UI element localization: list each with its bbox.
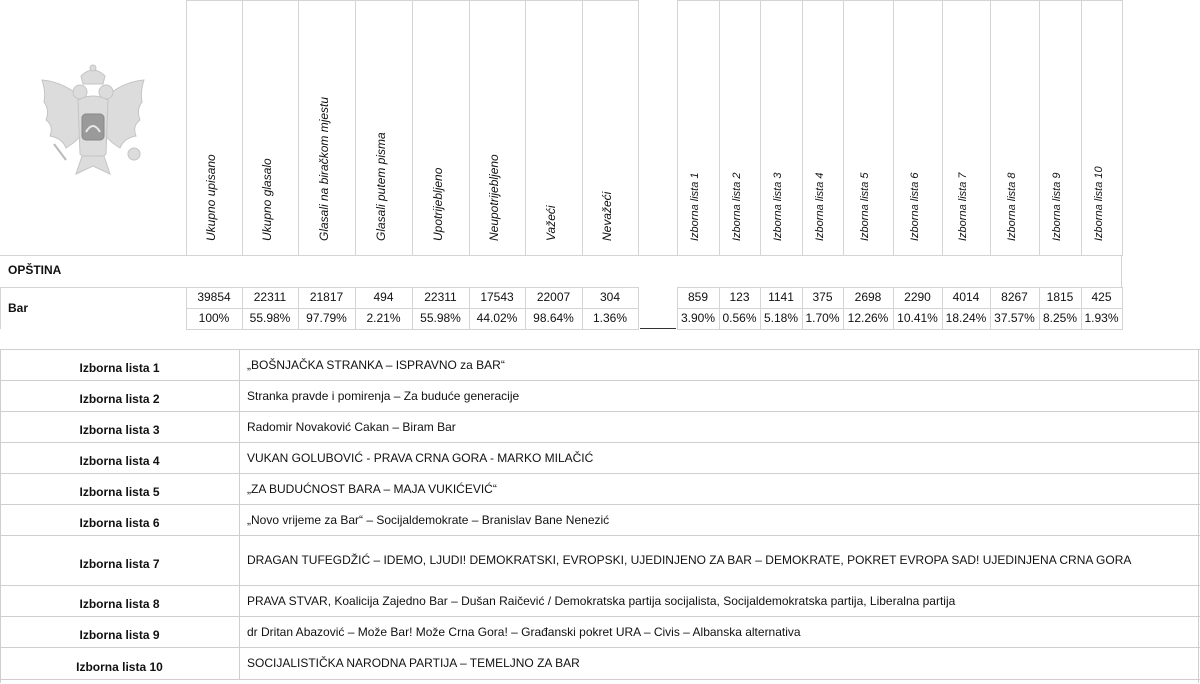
grid-line [186, 0, 187, 255]
grid-line [0, 287, 639, 288]
vote-count-cell: 1815 [1046, 290, 1074, 304]
column-header-right-7: Izborna lista 7 [957, 172, 969, 241]
vote-count-cell: 8267 [1001, 290, 1028, 304]
vote-percent-cell: 8.25% [1042, 311, 1078, 325]
vote-count-cell: 425 [1091, 290, 1112, 304]
list-description: „Novo vrijeme za Bar“ – Socijaldemokrate – Branislav Bane Nenezić [247, 512, 610, 527]
grid-line [0, 287, 1, 329]
grid-line [942, 0, 943, 255]
list-description: „BOŠNJAČKA STRANKA – ISPRAVNO za BAR“ [247, 357, 505, 372]
grid-line [1121, 255, 1122, 287]
vote-count-cell: 859 [687, 290, 709, 304]
vote-percent-cell: 10.41% [897, 311, 938, 325]
grid-line [677, 308, 1123, 309]
list-row [0, 586, 1200, 617]
list-row [0, 412, 1200, 443]
vote-percent-cell: 55.98% [249, 311, 291, 325]
list-name: Izborna lista 1 [0, 350, 240, 380]
grid-line [469, 0, 470, 255]
grid-line [719, 0, 720, 255]
grid-line [355, 0, 356, 255]
vote-percent-cell: 18.24% [945, 311, 987, 325]
grid-line [186, 0, 639, 1]
column-header-left-2: Ukupno glasalo [260, 158, 274, 241]
vote-count-cell: 4014 [952, 290, 980, 304]
grid-line [677, 0, 678, 255]
grid-line [186, 329, 639, 330]
list-name: Izborna lista 10 [0, 648, 240, 679]
vote-count-cell: 375 [812, 290, 833, 304]
grid-line [893, 0, 894, 255]
grid-line [525, 0, 526, 255]
list-name: Izborna lista 2 [0, 381, 240, 411]
vote-count-cell: 22311 [424, 290, 457, 304]
column-header-right-6: Izborna lista 6 [908, 172, 921, 241]
vote-percent-cell: 98.64% [533, 311, 574, 325]
list-description: VUKAN GOLUBOVIĆ - PRAVA CRNA GORA - MARKO MILAČIĆ [247, 450, 594, 465]
vote-percent-cell: 1.36% [592, 311, 628, 325]
municipality-label: OPŠTINA [8, 263, 62, 277]
grid-line [0, 255, 1123, 256]
column-header-right-8: Izborna lista 8 [1005, 172, 1018, 241]
column-header-right-2: Izborna lista 2 [730, 172, 743, 241]
grid-line [1122, 287, 1123, 329]
vote-percent-cell: 5.18% [763, 311, 799, 325]
list-name: Izborna lista 4 [0, 443, 240, 473]
grid-line [412, 0, 413, 255]
column-header-left-5: Upotrijebljeno [430, 167, 445, 241]
column-header-right-10: Izborna lista 10 [1092, 166, 1105, 241]
vote-count-cell: 17543 [480, 290, 514, 304]
list-name: Izborna lista 6 [0, 505, 240, 535]
vote-percent-cell: 55.98% [420, 311, 461, 325]
list-description: Radomir Novaković Cakan – Biram Bar [247, 419, 456, 434]
list-description: dr Dritan Abazović – Može Bar! Može Crna Gora! – Građanski pokret URA – Civis – Albanska alternativa [247, 624, 801, 639]
list-row [0, 381, 1200, 412]
grid-line [1081, 0, 1082, 255]
list-row [0, 474, 1200, 505]
vote-percent-cell: 3.90% [680, 311, 716, 325]
vote-percent-cell: 1.70% [805, 311, 840, 325]
list-row [0, 350, 1200, 381]
grid-line [582, 0, 583, 255]
grid-line [802, 0, 803, 255]
vote-count-cell: 123 [729, 290, 750, 304]
grid-line [677, 287, 1123, 288]
list-name: Izborna lista 9 [0, 617, 240, 647]
grid-line [298, 0, 299, 255]
column-header-left-3: Glasali na biračkom mjestu [316, 96, 331, 241]
column-header-right-9: Izborna lista 9 [1051, 172, 1063, 241]
column-header-left-6: Neupotrijebljeno [487, 154, 501, 241]
list-name: Izborna lista 7 [0, 536, 240, 585]
vote-count-cell: 2290 [904, 290, 931, 304]
gap-underline [640, 328, 676, 329]
list-description: Stranka pravde i pomirenja – Za buduće generacije [247, 388, 520, 403]
grid-line [760, 0, 761, 255]
vote-count-cell: 304 [599, 290, 621, 304]
vote-percent-cell: 37.57% [994, 311, 1035, 325]
list-row [0, 536, 1200, 586]
grid-line [677, 329, 1123, 330]
grid-line [1122, 0, 1123, 255]
vote-count-cell: 39854 [197, 290, 231, 304]
vote-percent-cell: 97.79% [306, 311, 347, 325]
vote-percent-cell: 1.93% [1084, 311, 1119, 325]
column-header-right-1: Izborna lista 1 [689, 172, 701, 241]
vote-count-cell: 1141 [768, 290, 794, 304]
vote-count-cell: 22311 [253, 290, 287, 304]
list-description: DRAGAN TUFEGDŽIĆ – IDEMO, LJUDI! DEMOKRATSKI, EVROPSKI, UJEDINJENO ZA BAR – DEMOKRATE, POKRET EVROPA SAD! UJEDINJENA CRNA GORA [247, 553, 1132, 567]
vote-percent-cell: 100% [198, 311, 230, 325]
column-header-left-4: Glasali putem pisma [373, 132, 388, 241]
vote-percent-cell: 0.56% [722, 311, 757, 325]
grid-line [677, 0, 1123, 1]
grid-line [1039, 0, 1040, 255]
list-name: Izborna lista 3 [0, 412, 240, 442]
vote-percent-cell: 44.02% [476, 311, 518, 325]
column-header-right-5: Izborna lista 5 [859, 172, 871, 241]
grid-line [638, 287, 639, 329]
list-name: Izborna lista 5 [0, 474, 240, 504]
column-header-right-3: Izborna lista 3 [772, 172, 784, 241]
list-description: PRAVA STVAR, Koalicija Zajedno Bar – Dušan Raičević / Demokratska partija socijalista, Socijaldemokratska partija, Liberalna partija [247, 593, 956, 608]
coat-of-arms-icon [36, 62, 150, 180]
list-name: Izborna lista 8 [0, 586, 240, 616]
vote-count-cell: 2698 [854, 290, 882, 304]
list-row [0, 443, 1200, 474]
list-row [0, 617, 1200, 648]
list-row [0, 505, 1200, 536]
list-description: SOCIJALISTIČKA NARODNA PARTIJA – TEMELJNO ZA BAR [247, 656, 580, 670]
municipality-name: Bar [8, 301, 29, 315]
lists-legend-table [0, 349, 1200, 684]
list-description: „ZA BUDUĆNOST BARA – MAJA VUKIĆEVIĆ“ [247, 481, 497, 496]
column-header-left-8: Nevažeći [600, 191, 614, 241]
vote-count-cell: 22007 [536, 290, 571, 304]
list-row [0, 648, 1200, 680]
vote-count-cell: 21817 [309, 290, 344, 304]
results-table [0, 0, 1123, 332]
grid-line [638, 0, 639, 255]
column-header-left-1: Ukupno upisano [204, 154, 218, 241]
grid-line [990, 0, 991, 255]
grid-line [242, 0, 243, 255]
vote-percent-cell: 2.21% [366, 311, 401, 325]
column-header-left-7: Važeći [543, 205, 558, 241]
grid-line [843, 0, 844, 255]
vote-count-cell: 494 [373, 290, 394, 304]
column-header-right-4: Izborna lista 4 [813, 172, 826, 241]
vote-percent-cell: 12.26% [847, 311, 889, 325]
